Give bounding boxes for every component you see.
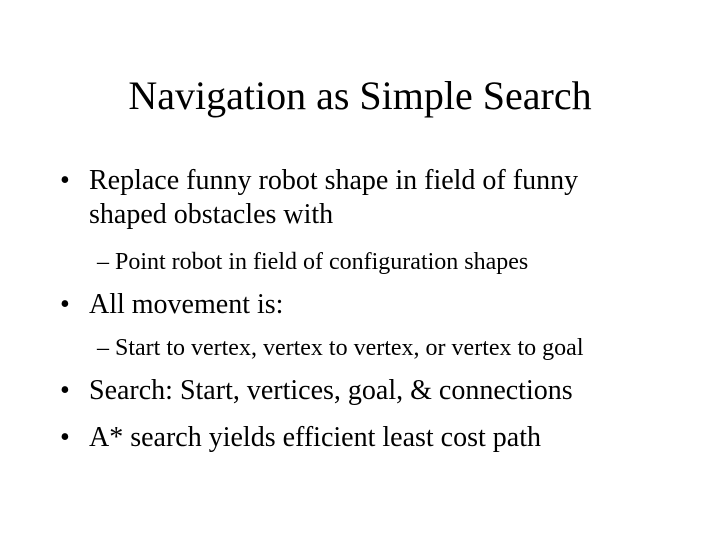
bullet-item xyxy=(60,421,541,455)
bullet-text-line: Replace funny robot shape in field of funny xyxy=(89,165,579,196)
bullet-text: Search: Start, vertices, goal, & connections xyxy=(89,375,573,406)
sub-bullet-item xyxy=(97,333,584,363)
sub-bullet-text: Start to vertex, vertex to vertex, or vertex to goal xyxy=(115,335,584,361)
bullet-icon: • xyxy=(60,422,70,453)
dash-icon: – xyxy=(97,249,109,275)
dash-icon: – xyxy=(97,335,109,361)
slide-title: Navigation as Simple Search xyxy=(128,73,592,118)
bullet-text-line: shaped obstacles with xyxy=(89,199,334,230)
bullet-text: All movement is: xyxy=(89,289,284,320)
bullet-item xyxy=(60,374,573,408)
sub-bullet-item xyxy=(97,247,528,277)
bullet-text: A* search yields efficient least cost path xyxy=(89,422,541,453)
sub-bullet-text: Point robot in field of configuration shapes xyxy=(115,249,529,275)
bullet-item xyxy=(60,288,283,322)
bullet-icon: • xyxy=(60,375,70,406)
bullet-icon: • xyxy=(60,289,70,320)
bullet-icon: • xyxy=(60,165,70,196)
bullet-item xyxy=(60,164,700,232)
